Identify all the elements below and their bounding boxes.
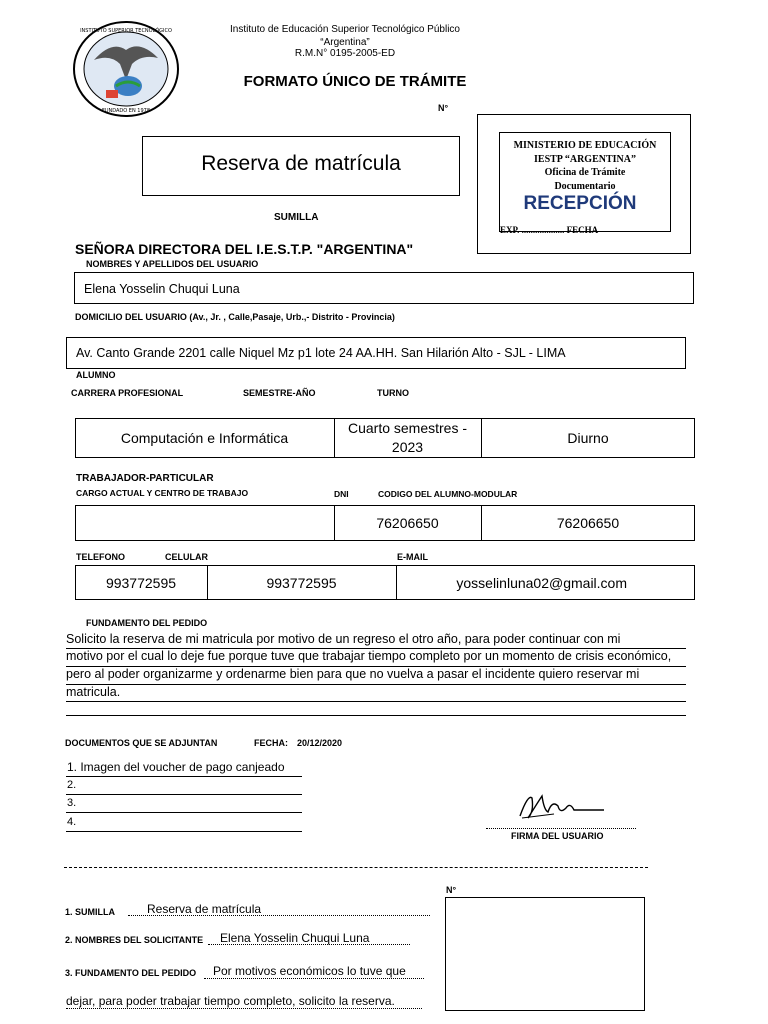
subject-text: Reserva de matrícula [201, 152, 401, 175]
receipt-basis-label: 3. FUNDAMENTO DEL PEDIDO [65, 968, 197, 978]
student-code-value: 76206650 [556, 515, 620, 531]
receipt-basis-line-1: Por motivos económicos lo tuve que [213, 964, 406, 978]
student-section-label: ALUMNO [76, 370, 116, 380]
form-number-label: N° [438, 103, 449, 113]
receipt-sumilla-value: Reserva de matrícula [147, 902, 262, 916]
basis-line-2: motivo por el cual lo deje fue porque tuve que trabajar tiempo completo por un momento de crisis económico, [66, 649, 672, 663]
dni-label: DNI [334, 489, 349, 499]
institute-short-name: “Argentina” [320, 37, 370, 48]
email-value: yosselinluna02@gmail.com [456, 574, 627, 591]
institute-seal-logo [72, 20, 180, 118]
cut-line [64, 867, 648, 868]
document-item-4: 4. [67, 816, 77, 828]
stamp-line-1: MINISTERIO DE EDUCACIÓN [513, 140, 657, 151]
basis-line-1: Solicito la reserva de mi matricula por motivo de un regreso el otro año, para poder continuar con mi [66, 632, 621, 646]
receipt-applicant-label: 2. NOMBRES DEL SOLICITANTE [65, 935, 204, 945]
user-name-value: Elena Yosselin Chuqui Luna [84, 282, 240, 296]
shift-value: Diurno [567, 430, 609, 446]
basis-line-3: pero al poder organizarme y ordenarme bien para que no vuelva a pasar el incidente quiero reservar mi [66, 667, 640, 681]
semester-line-2: 2023 [391, 439, 424, 455]
svg-text:FUNDADO EN 1978: FUNDADO EN 1978 [101, 108, 151, 114]
institute-name: Instituto de Educación Superior Tecnológico Público [230, 24, 460, 35]
semester-label: SEMESTRE-AÑO [243, 388, 316, 398]
career-label: CARRERA PROFESIONAL [71, 388, 184, 398]
phone-label: TELEFONO [76, 552, 125, 562]
user-name-label: NOMBRES Y APELLIDOS DEL USUARIO [86, 259, 259, 269]
handwritten-signature [514, 788, 610, 828]
user-address-label: DOMICILIO DEL USUARIO (Av., Jr. , Calle,Pasaje, Urb.,- Distrito - Provincia) [75, 312, 395, 322]
basis-label: FUNDAMENTO DEL PEDIDO [86, 618, 208, 628]
document-item-1: 1. Imagen del voucher de pago canjeado [67, 760, 285, 774]
document-item-2: 2. [67, 779, 77, 791]
date-value: 20/12/2020 [297, 738, 343, 748]
receipt-sumilla-label: 1. SUMILLA [65, 907, 116, 917]
stamp-line-3: Oficina de Trámite [544, 167, 626, 178]
signature-label: FIRMA DEL USUARIO [511, 831, 604, 841]
svg-text:INSTITUTO SUPERIOR TECNOLÓGICO: INSTITUTO SUPERIOR TECNOLÓGICO [80, 28, 172, 34]
institute-rmn: R.M.N° 0195-2005-ED [294, 48, 396, 59]
receipt-applicant-value: Elena Yosselin Chuqui Luna [220, 931, 370, 945]
date-label: FECHA: [254, 738, 288, 748]
student-code-label: CODIGO DEL ALUMNO-MODULAR [378, 489, 518, 499]
email-label: E-MAIL [397, 552, 428, 562]
user-address-value: Av. Canto Grande 2201 calle Niquel Mz p1 lote 24 AA.HH. San Hilarión Alto - SJL - LIMA [76, 346, 566, 360]
worker-section-label: TRABAJADOR-PARTICULAR [76, 473, 214, 484]
stamp-line-4: Documentario [554, 181, 616, 192]
form-title: FORMATO ÚNICO DE TRÁMITE [243, 73, 467, 90]
dni-value: 76206650 [376, 515, 439, 531]
stamp-exp: EXP. ................... FECHA [500, 225, 599, 235]
documents-label: DOCUMENTOS QUE SE ADJUNTAN [65, 738, 218, 748]
shift-label: TURNO [377, 388, 409, 398]
basis-line-4: matricula. [66, 685, 121, 699]
stamp-reception: RECEPCIÓN [523, 193, 637, 214]
job-value [75, 505, 334, 541]
receipt-number-label: N° [446, 885, 457, 895]
sumilla-label: SUMILLA [274, 212, 319, 223]
semester-value [334, 418, 481, 458]
stamp-line-2: IESTP “ARGENTINA” [534, 154, 636, 165]
mobile-label: CELULAR [165, 552, 208, 562]
mobile-value: 993772595 [266, 574, 337, 591]
job-label: CARGO ACTUAL Y CENTRO DE TRABAJO [76, 488, 249, 498]
addressee: SEÑORA DIRECTORA DEL I.E.S.T.P. "ARGENTINA" [75, 241, 414, 257]
document-item-3: 3. [67, 797, 77, 809]
semester-line-1: Cuarto semestres - [347, 420, 468, 436]
career-value: Computación e Informática [120, 430, 289, 446]
phone-value: 993772595 [105, 574, 177, 591]
receipt-stamp-box [445, 897, 645, 1011]
receipt-basis-line-2: dejar, para poder trabajar tiempo completo, solicito la reserva. [66, 994, 395, 1008]
